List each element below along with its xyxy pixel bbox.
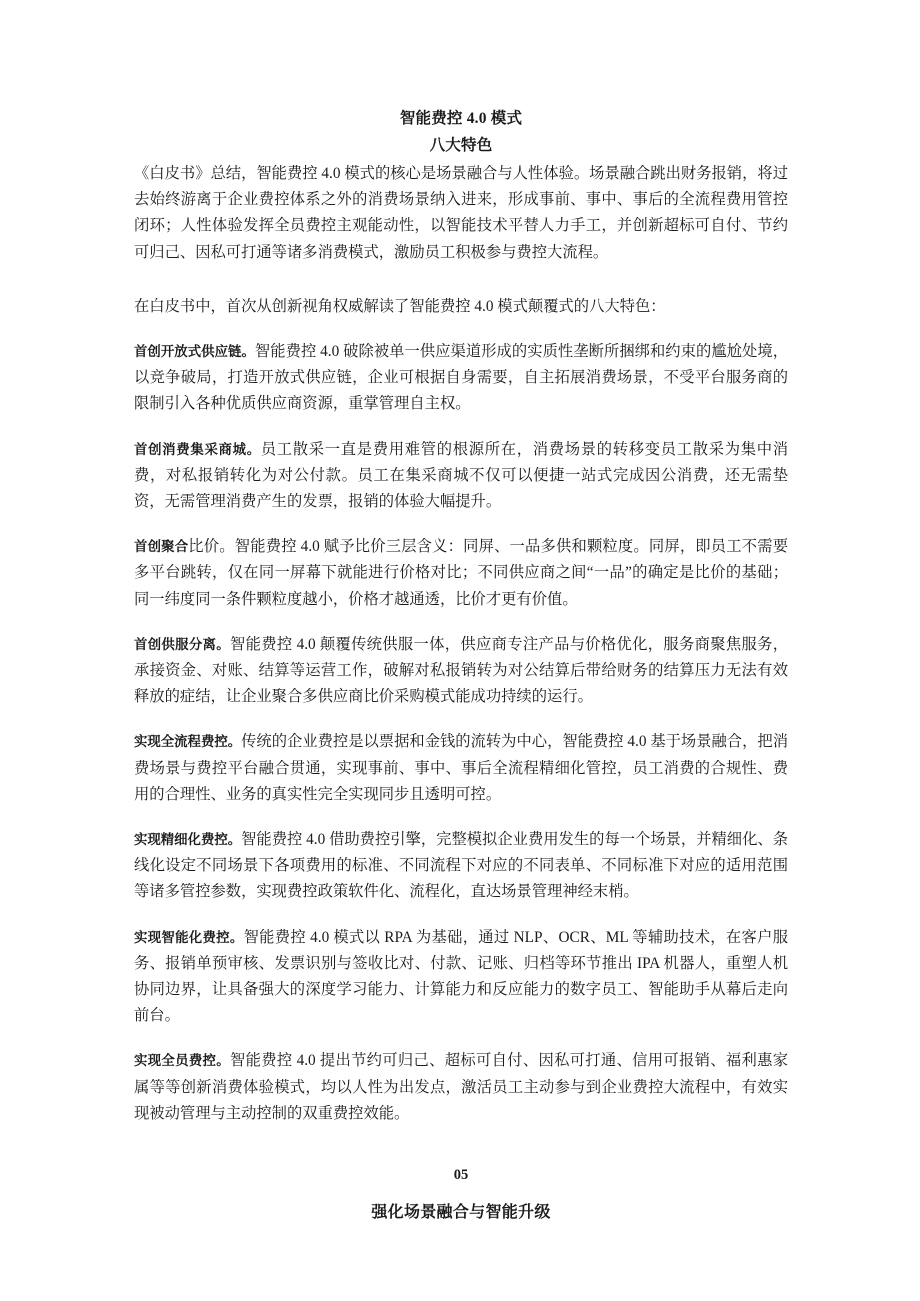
lead-in-text: 在白皮书中，首次从创新视角权威解读了智能费控 4.0 模式颠覆式的八大特色： bbox=[134, 297, 666, 315]
feature-label-3: 首创聚合 bbox=[134, 539, 189, 555]
feature-paragraph-8 bbox=[134, 1048, 788, 1127]
feature-body-2: 员工散采一直是费用难管的根源所在，消费场景的转移变员工散采为集中消费，对私报销转化为对公付款。员工在集采商城不仅可以便捷一站式完成因公消费，还无需垫资，无需管理消费产生的发票，报销的体验大幅提升。 bbox=[134, 440, 788, 511]
feature-label-2: 首创消费集采商城。 bbox=[134, 441, 261, 457]
feature-body-6: 智能费控 4.0 借助费控引擎，完整模拟企业费用发生的每一个场景，并精细化、条线化设定不同场景下各项费用的标准、不同流程下对应的不同表单、不同标准下对应的适用范围等诸多管控参数，实现费控政策软件化、流程化，直达场景管理神经末梢。 bbox=[134, 831, 788, 901]
feature-body-5: 传统的企业费控是以票据和金钱的流转为中心，智能费控 4.0 基于场景融合，把消费场景与费控平台融合贯通，实现事前、事中、事后全流程精细化管控，员工消费的合规性、费用的合理性、业务的真实性完全实现同步且透明可控。 bbox=[134, 733, 788, 803]
intro-paragraph bbox=[134, 161, 788, 266]
feature-label-1: 首创开放式供应链。 bbox=[134, 344, 255, 360]
feature-paragraph-6 bbox=[134, 827, 788, 906]
feature-paragraph-7 bbox=[134, 925, 788, 1030]
feature-label-7: 实现智能化费控。 bbox=[134, 929, 244, 945]
feature-body-4: 智能费控 4.0 颠覆传统供服一体，供应商专注产品与价格优化，服务商聚焦服务，承接资金、对账、结算等运营工作，破解对私报销转为对公结算后带给财务的结算压力无法有效释放的症结，让企业聚合多供应商比价采购模式能成功持续的运行。 bbox=[134, 635, 788, 706]
feature-label-tail-3: 比价。 bbox=[188, 538, 235, 556]
feature-paragraph-5 bbox=[134, 729, 788, 808]
feature-paragraph-2 bbox=[134, 437, 788, 516]
feature-label-5: 实现全流程费控。 bbox=[134, 734, 242, 750]
page-title: 智能费控 4.0 模式 bbox=[399, 110, 523, 127]
feature-paragraph-3 bbox=[134, 534, 788, 613]
feature-body-8: 智能费控 4.0 提出节约可归己、超标可自付、因私可打通、信用可报销、福利惠家属等等创新消费体验模式，均以人性为出发点，激活员工主动参与到企业费控大流程中，有效实现被动管理与主动控制的双重费控效能。 bbox=[134, 1052, 788, 1122]
feature-body-7: 智能费控 4.0 模式以 RPA 为基础，通过 NLP、OCR、ML 等辅助技术，在客户服务、报销单预审核、发票识别与签收比对、付款、记账、归档等环节推出 IPA 机器人，重塑人机协同边界，让具备强大的深度学习能力、计算能力和反应能力的数字员工、智能助手从幕后走向前台。 bbox=[134, 928, 789, 1025]
feature-body-1: 智能费控 4.0 破除被单一供应渠道形成的实质性垄断所捆绑和约束的尴尬处境，以竞争破局，打造开放式供应链，企业可根据自身需要，自主拓展消费场景，不受平台服务商的限制引入各种优质供应商资源，重掌管理自主权。 bbox=[134, 343, 788, 413]
feature-body-3: 智能费控 4.0 赋予比价三层含义：同屏、一品多供和颗粒度。同屏，即员工不需要多平台跳转，仅在同一屏幕下就能进行价格对比；不同供应商之间“一品”的确定是比价的基础；同一纬度同一条件颗粒度越小，价格才越通透，比价才更有价值。 bbox=[134, 538, 788, 608]
feature-label-4: 首创供服分离。 bbox=[134, 636, 230, 652]
page-subtitle: 八大特色 bbox=[429, 137, 493, 154]
intro-paragraph-text: 《白皮书》总结，智能费控 4.0 模式的核心是场景融合与人性体验。场景融合跳出财务报销，将过去始终游离于企业费控体系之外的消费场景纳入进来，形成事前、事中、事后的全流程费用管控闭环；人性体验发挥全员费控主观能动性，以智能技术平替人力手工，并创新超标可自付、节约可归己、因私可打通等诸多消费模式，激励员工积极参与费控大流程。 bbox=[134, 165, 788, 261]
section-heading: 强化场景融合与智能升级 bbox=[371, 1204, 551, 1222]
lead-in-paragraph bbox=[134, 294, 788, 320]
document-content bbox=[134, 106, 788, 1225]
feature-label-6: 实现精细化费控。 bbox=[134, 832, 242, 848]
feature-paragraph-4 bbox=[134, 632, 788, 711]
section-number: 05 bbox=[453, 1167, 469, 1184]
feature-paragraph-1 bbox=[134, 339, 788, 418]
feature-label-8: 实现全员费控。 bbox=[134, 1053, 230, 1069]
